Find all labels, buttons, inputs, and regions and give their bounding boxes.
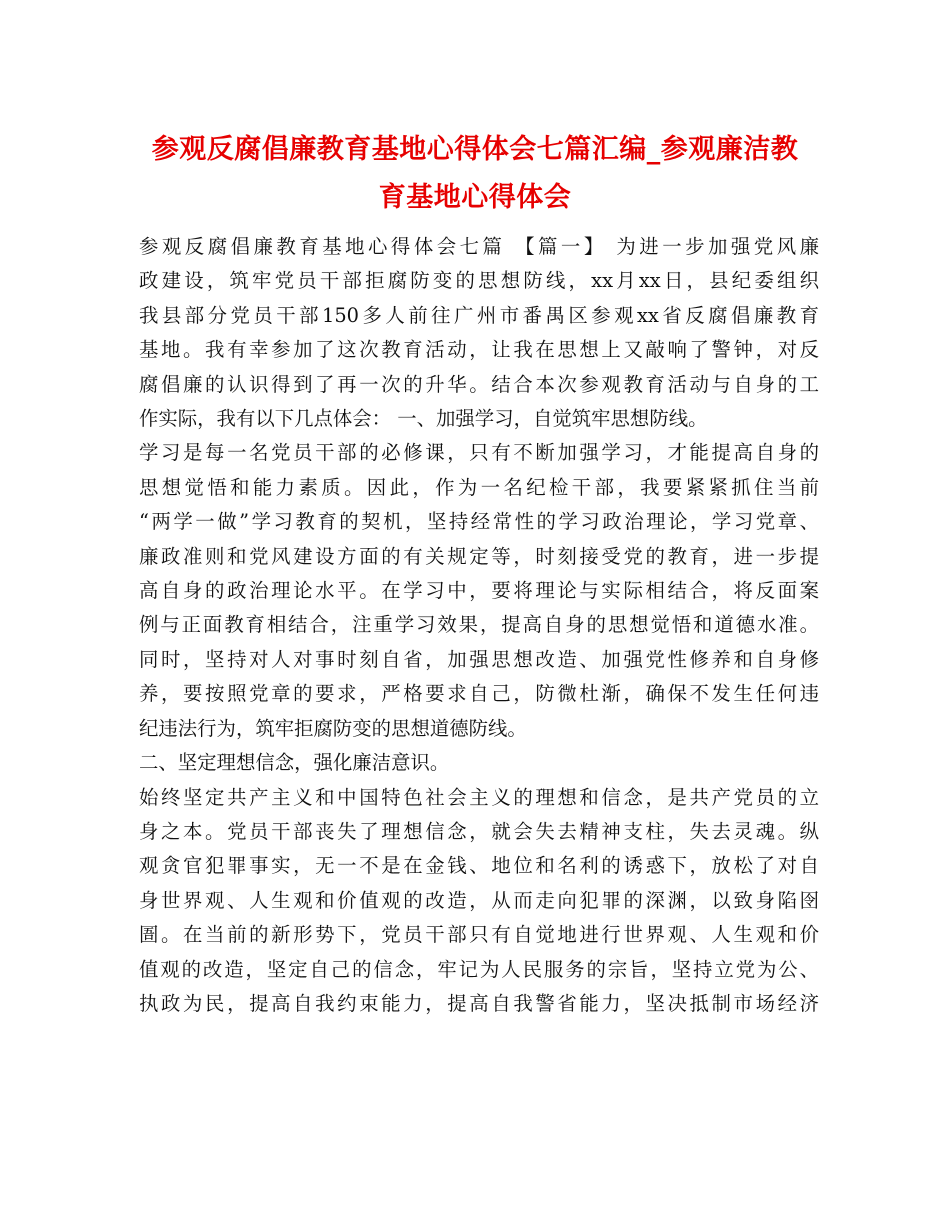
body-line: 学习是每一名党员干部的必修课，只有不断加强学习，才能提高自身的 xyxy=(139,441,819,465)
title-line: 育基地心得体会 xyxy=(378,182,572,213)
body-line: “两学一做”学习教育的契机，坚持经常性的学习政治理论，学习党章、 xyxy=(139,510,819,534)
body-line: 养，要按照党章的要求，严格要求自己，防微杜渐，确保不发生任何违 xyxy=(139,682,819,706)
body-line: 例与正面教育相结合，注重学习效果，提高自身的思想觉悟和道德水准。 xyxy=(139,613,819,637)
body-line: 值观的改造，坚定自己的信念，牢记为人民服务的宗旨，坚持立党为公、 xyxy=(139,957,819,981)
body-line: 基地。我有幸参加了这次教育活动，让我在思想上又敲响了警钟，对反 xyxy=(139,338,819,362)
body-line: 同时，坚持对人对事时刻自省，加强思想改造、加强党性修养和自身修 xyxy=(139,647,819,671)
document-title xyxy=(120,126,830,222)
body-line: 身之本。党员干部丧失了理想信念，就会失去精神支柱，失去灵魂。纵 xyxy=(139,819,819,843)
body-line: 思想觉悟和能力素质。因此，作为一名纪检干部，我要紧紧抓住当前 xyxy=(139,475,819,499)
body-line: 观贪官犯罪事实，无一不是在金钱、地位和名利的诱惑下，放松了对自 xyxy=(139,854,819,878)
body-line: 二、坚定理想信念，强化廉洁意识。 xyxy=(139,751,450,775)
body-line: 执政为民，提高自我约束能力，提高自我警省能力，坚决抵制市场经济 xyxy=(139,991,819,1015)
body-line: 参观反腐倡廉教育基地心得体会七篇 【篇一】 为进一步加强党风廉 xyxy=(139,235,819,258)
body-line: 身世界观、人生观和价值观的改造，从而走向犯罪的深渊，以致身陷囹 xyxy=(139,888,819,912)
title-line: 参观反腐倡廉教育基地心得体会七篇汇编_参观廉洁教 xyxy=(151,134,799,165)
body-line: 高自身的政治理论水平。在学习中，要将理论与实际相结合，将反面案 xyxy=(139,579,819,603)
document-body xyxy=(139,230,819,1021)
body-line: 纪违法行为，筑牢拒腐防变的思想道德防线。 xyxy=(139,716,527,740)
body-line: 圄。在当前的新形势下，党员干部只有自觉地进行世界观、人生观和价 xyxy=(139,923,819,947)
body-line: 始终坚定共产主义和中国特色社会主义的理想和信念，是共产党员的立 xyxy=(139,785,819,809)
body-line: 作实际，我有以下几点体会： 一、加强学习，自觉筑牢思想防线。 xyxy=(139,407,708,431)
body-line: 政建设，筑牢党员干部拒腐防变的思想防线，xx月xx日，县纪委组织 xyxy=(139,269,819,293)
body-line: 我县部分党员干部150多人前往广州市番禺区参观xx省反腐倡廉教育 xyxy=(139,303,819,327)
body-line: 廉政准则和党风建设方面的有关规定等，时刻接受党的教育，进一步提 xyxy=(139,544,819,568)
body-line: 腐倡廉的认识得到了再一次的升华。结合本次参观教育活动与自身的工 xyxy=(139,372,819,396)
